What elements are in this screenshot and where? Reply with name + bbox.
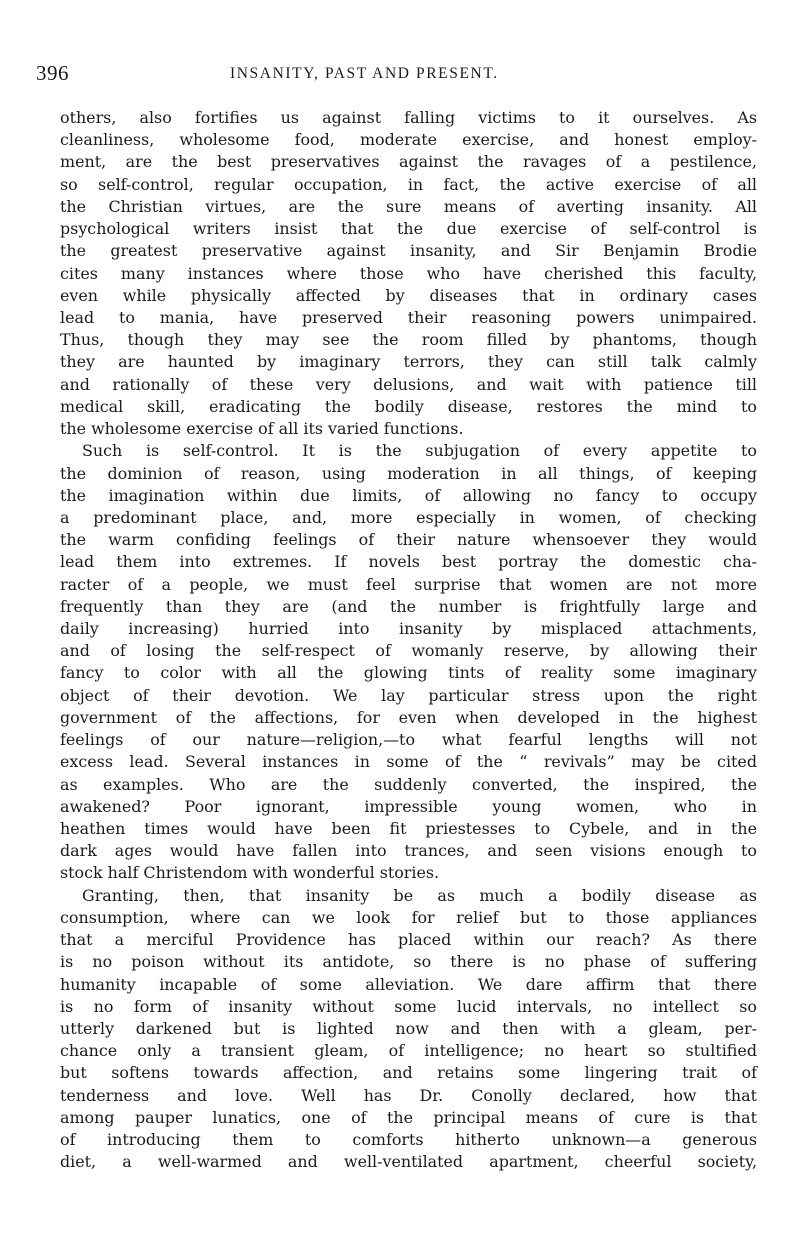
text-line: the imagination within due limits, of allowing no fancy to occupy — [60, 485, 757, 505]
text-line: object of their devotion. We lay particular stress upon the right — [60, 685, 757, 705]
text-line: a predominant place, and, more especially in women, of checking — [60, 507, 757, 527]
text-line: daily increasing) hurried into insanity by misplaced attachments, — [60, 619, 757, 639]
body-text — [60, 107, 757, 1174]
text-line: racter of a people, we must feel surprise that women are not more — [60, 574, 757, 594]
text-line: but softens towards affection, and retains some lingering trait of — [60, 1063, 757, 1083]
text-line: is no poison without its antidote, so there is no phase of suffering — [60, 952, 757, 972]
text-line: as examples. Who are the suddenly converted, the inspired, the — [60, 774, 757, 794]
text-line: heathen times would have been fit priestesses to Cybele, and in the — [60, 819, 757, 838]
text-line: Thus, though they may see the room filled by phantoms, though — [60, 330, 757, 350]
paragraph — [60, 440, 757, 884]
text-line: that a merciful Providence has placed within our reach? As there — [60, 930, 757, 950]
text-line: diet, a well-warmed and well-ventilated apartment, cheerful society, — [60, 1152, 757, 1172]
text-line: others, also fortifies us against falling victims to it ourselves. As — [60, 108, 757, 127]
paragraph — [60, 885, 757, 1174]
text-line: the Christian virtues, are the sure means of averting insanity. All — [60, 196, 757, 216]
text-line: cites many instances where those who have cherished this faculty, — [60, 263, 757, 283]
text-line: humanity incapable of some alleviation. We dare affirm that there — [60, 974, 757, 994]
text-line: dark ages would have fallen into trances, and seen visions enough to — [60, 841, 757, 861]
text-line: the warm confiding feelings of their nature whensoever they would — [60, 530, 757, 550]
text-line: so self-control, regular occupation, in fact, the active exercise of all — [60, 174, 757, 194]
text-line: and rationally of these very delusions, and wait with patience till — [60, 374, 757, 394]
page-header — [0, 60, 791, 90]
text-line: even while physically affected by diseases that in ordinary cases — [60, 285, 757, 305]
text-line: utterly darkened but is lighted now and then with a gleam, per- — [60, 1018, 757, 1038]
text-line: of introducing them to comforts hitherto unknown—a generous — [60, 1130, 757, 1150]
text-line: lead them into extremes. If novels best portray the domestic cha- — [60, 552, 757, 572]
text-line: stock half Christendom with wonderful stories. — [60, 863, 440, 883]
text-line: and of losing the self-respect of womanly reserve, by allowing their — [60, 641, 757, 661]
text-line: awakened? Poor ignorant, impressible young women, who in — [60, 796, 757, 816]
text-line: lead to mania, have preserved their reasoning powers unimpaired. — [60, 307, 757, 327]
text-line: cleanliness, wholesome food, moderate exercise, and honest employ- — [60, 130, 757, 150]
running-head: INSANITY, PAST AND PRESENT. — [230, 65, 499, 82]
text-line: they are haunted by imaginary terrors, they can still talk calmly — [60, 352, 757, 372]
page-number: 396 — [36, 61, 69, 85]
text-line: Granting, then, that insanity be as much a bodily disease as — [82, 885, 757, 905]
text-line: government of the affections, for even when developed in the highest — [60, 707, 757, 727]
text-line: medical skill, eradicating the bodily disease, restores the mind to — [60, 396, 757, 416]
text-line: feelings of our nature—religion,—to what fearful lengths will not — [60, 730, 757, 750]
text-line: excess lead. Several instances in some of the “ revivals” may be cited — [60, 752, 757, 772]
text-line: frequently than they are (and the number is frightfully large and — [60, 596, 757, 616]
text-line: tenderness and love. Well has Dr. Conolly declared, how that — [60, 1085, 757, 1105]
text-line: is no form of insanity without some lucid intervals, no intellect so — [60, 996, 757, 1016]
text-line: consumption, where can we look for relief but to those appliances — [60, 907, 757, 927]
paragraph — [60, 107, 757, 440]
text-line: Such is self-control. It is the subjugation of every appetite to — [82, 441, 757, 461]
text-line: among pauper lunatics, one of the principal means of cure is that — [60, 1107, 757, 1127]
text-line: psychological writers insist that the due exercise of self-control is — [60, 219, 757, 239]
text-line: ment, are the best preservatives against the ravages of a pestilence, — [60, 152, 757, 172]
text-line: fancy to color with all the glowing tints of reality some imaginary — [60, 663, 757, 683]
text-line: the dominion of reason, using moderation in all things, of keeping — [60, 463, 757, 483]
text-line: chance only a transient gleam, of intelligence; no heart so stultified — [60, 1041, 757, 1061]
text-line: the wholesome exercise of all its varied functions. — [60, 419, 464, 439]
text-line: the greatest preservative against insanity, and Sir Benjamin Brodie — [60, 241, 757, 261]
